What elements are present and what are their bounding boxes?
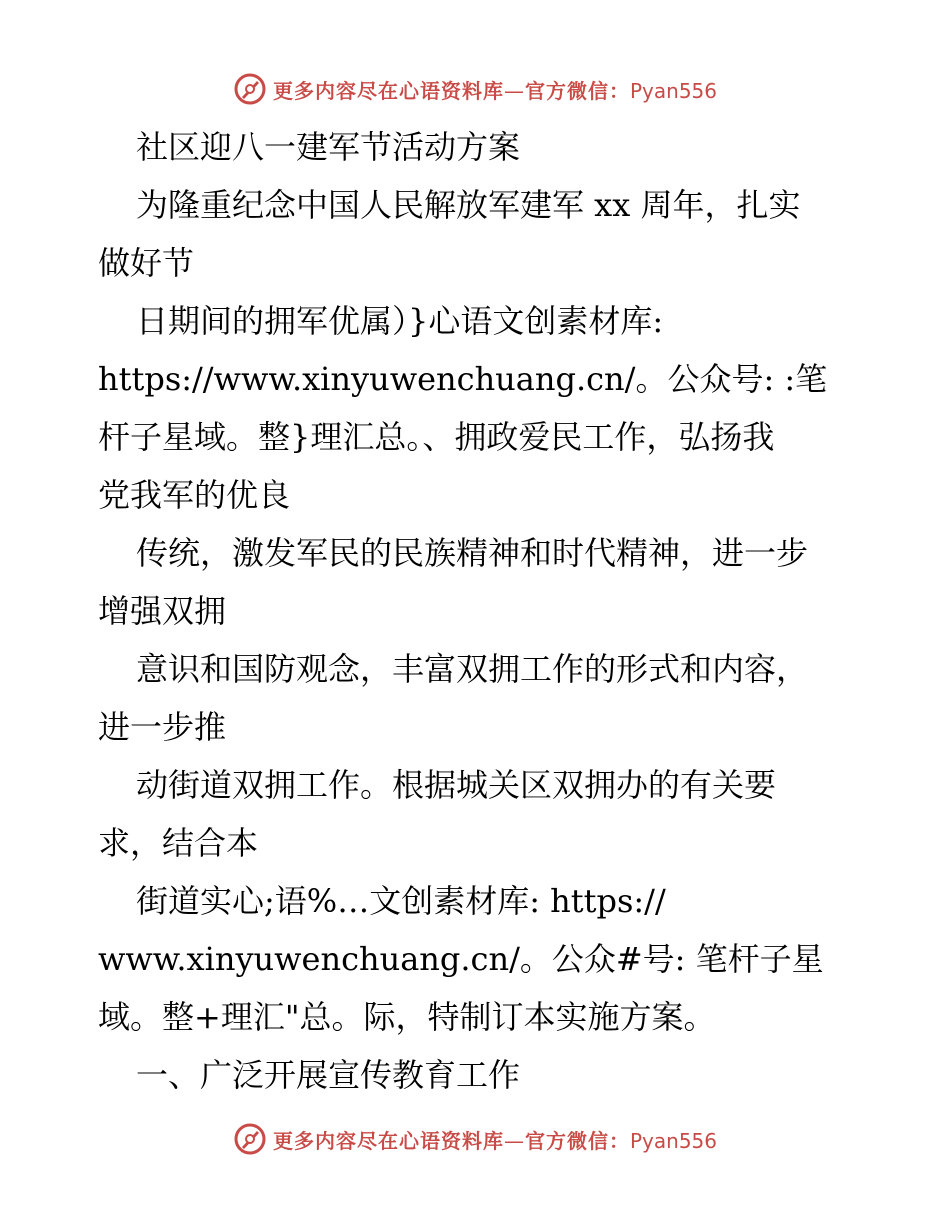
paragraph-line: 意识和国防观念，丰富双拥工作的形式和内容， bbox=[136, 650, 809, 688]
paragraph-line: 动街道双拥工作。根据城关区双拥办的有关要 bbox=[136, 766, 777, 804]
watermark-main-text: 更多内容尽在心语资料库 bbox=[272, 78, 504, 103]
footer-watermark bbox=[0, 1122, 950, 1156]
watermark-wechat-id: Pyan556 bbox=[629, 1128, 717, 1153]
paragraph-line: 做好节 bbox=[98, 244, 195, 282]
paragraph-line: 日期间的拥军优属）}心语文创素材库: bbox=[136, 302, 664, 340]
quill-seal-icon bbox=[233, 72, 267, 106]
paragraph-line: 党我军的优良 bbox=[98, 476, 291, 514]
watermark-separator: — bbox=[503, 1128, 525, 1153]
paragraph-line: 杆子星域。整}理汇总。、拥政爱民工作，弘扬我 bbox=[98, 418, 775, 456]
paragraph-line: 传统，激发军民的民族精神和时代精神，进一步 bbox=[136, 534, 809, 572]
watermark-side-text: 官方微信： bbox=[524, 1128, 630, 1153]
document-body bbox=[98, 118, 858, 1104]
watermark-wechat-id: Pyan556 bbox=[629, 78, 717, 103]
watermark-separator: — bbox=[503, 78, 525, 103]
paragraph-line: 域。整+理汇"总。际，特制订本实施方案。 bbox=[98, 998, 716, 1036]
paragraph-line: 街道实心;语%…文创素材库: https:// bbox=[136, 882, 666, 920]
quill-seal-icon bbox=[233, 1122, 267, 1156]
watermark-main-text: 更多内容尽在心语资料库 bbox=[272, 1128, 504, 1153]
paragraph-line: https://www.xinyuwenchuang.cn/。公众号: :笔 bbox=[98, 360, 828, 398]
paragraph-line: 为隆重纪念中国人民解放军建军 xx 周年，扎实 bbox=[136, 186, 801, 224]
paragraph-line: 进一步推 bbox=[98, 708, 227, 746]
document-title: 社区迎八一建军节活动方案 bbox=[136, 128, 521, 166]
watermark-side-text: 官方微信： bbox=[524, 78, 630, 103]
header-watermark bbox=[0, 72, 950, 106]
paragraph-line: www.xinyuwenchuang.cn/。公众#号: 笔杆子星 bbox=[98, 940, 824, 978]
paragraph-line: 求，结合本 bbox=[98, 824, 259, 862]
section-heading: 一、广泛开展宣传教育工作 bbox=[136, 1056, 521, 1094]
paragraph-line: 增强双拥 bbox=[98, 592, 227, 630]
